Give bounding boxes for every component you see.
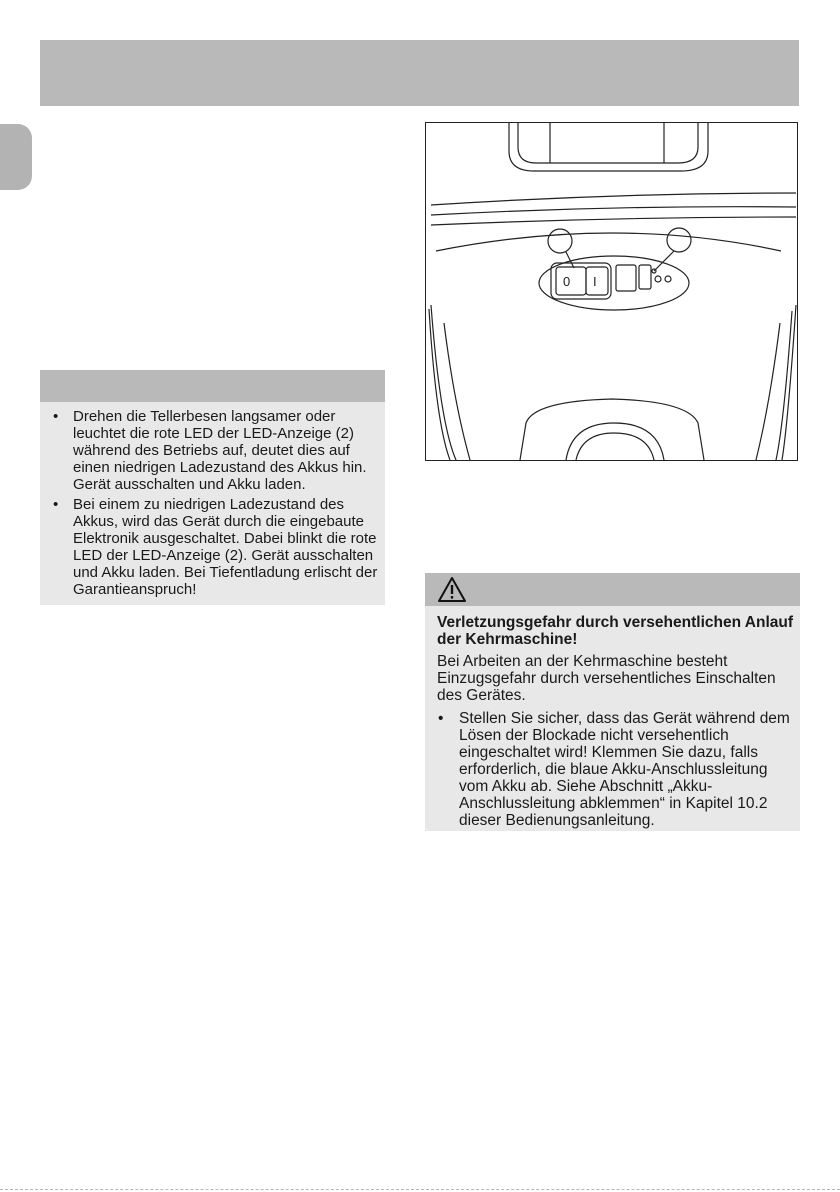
list-item — [40, 496, 385, 598]
switch-off-mark: 0 — [563, 274, 571, 289]
info-item-text: Bei einem zu niedrigen Ladezustand des Akkus, wird das Gerät durch die eingebaute Elektronik ausgeschaltet. Dabei blinkt die rote LED der LED-Anzeige (2). Gerät ausschalten und Akku laden. Bei Tiefentladung erlischt der Garantieanspruch! — [73, 496, 378, 598]
info-box-header — [40, 370, 385, 402]
switch-on-mark: I — [593, 274, 597, 289]
info-box — [40, 370, 385, 605]
warning-triangle-icon — [437, 576, 467, 603]
page-trim-line — [0, 1189, 840, 1190]
info-item-text: Drehen die Tellerbesen langsamer oder leuchtet die rote LED der LED-Anzeige (2) während des Betriebs auf, deutet dies auf einen niedrigen Ladezustand des Akkus hin. Gerät ausschalten und Akku laden. — [73, 408, 367, 493]
device-illustration — [425, 122, 798, 461]
info-list — [40, 402, 385, 598]
bullet: • — [53, 496, 59, 513]
device-drawing — [426, 123, 797, 460]
bullet: • — [438, 710, 444, 727]
bullet: • — [53, 408, 59, 425]
chapter-tab — [0, 124, 32, 190]
warning-item-text: Stellen Sie sicher, dass das Gerät während dem Lösen der Blockade nicht versehentlich eingeschaltet wird! Klemmen Sie dazu, falls erforderlich, die blaue Akku-Anschlussleitung vom Akku ab. Siehe Abschnitt „Akku-Anschlussleitung abklemmen“ in Kapitel 10.2 dieser Bedienungsanleitung. — [459, 710, 790, 829]
list-item — [425, 710, 800, 829]
warning-title: Verletzungsgefahr durch versehentlichen Anlauf der Kehrmaschine! — [437, 614, 794, 648]
list-item — [40, 408, 385, 493]
warning-text: Bei Arbeiten an der Kehrmaschine besteht Einzugsgefahr durch versehentliches Einschalten des Gerätes. — [437, 653, 776, 704]
warning-box-header — [425, 573, 800, 606]
warning-list — [425, 704, 800, 829]
header-band — [40, 40, 799, 106]
warning-box — [425, 573, 800, 831]
